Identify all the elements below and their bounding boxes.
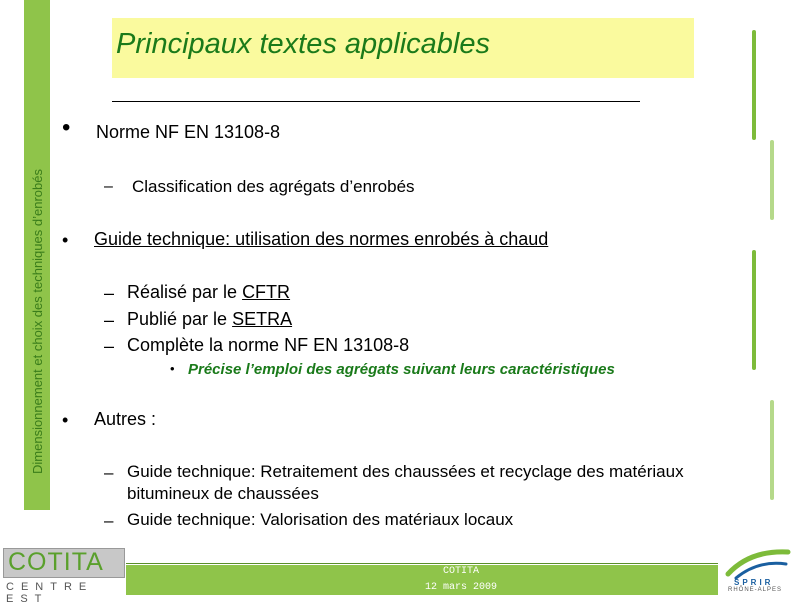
footer-org: COTITA (443, 566, 480, 577)
list-item-prefix: Réalisé par le (127, 282, 243, 302)
bullet: • (62, 114, 71, 141)
list-item-prefix: Publié par le (127, 309, 233, 329)
list-item (127, 282, 290, 303)
cotita-logo-text: COTITA (8, 548, 104, 576)
decor-line-1 (752, 30, 756, 140)
dash: – (104, 310, 115, 330)
dash: – (104, 178, 113, 195)
page-title: Principaux textes applicables (116, 28, 490, 60)
sprir-logo-subtitle: RHÔNE-ALPES (728, 587, 783, 593)
dash: – (104, 336, 115, 356)
footer-bar (126, 565, 718, 595)
list-item-continued: bitumineux de chaussées (127, 484, 319, 503)
footer-line (126, 563, 718, 564)
dash: – (104, 463, 114, 482)
link-cftr[interactable]: CFTR (242, 282, 291, 302)
title-box (112, 18, 694, 78)
sidebar-vertical-title: Dimensionnement et choix des techniques d’enrobés (30, 169, 45, 474)
decor-line-2 (770, 140, 774, 220)
list-item: Norme NF EN 13108-8 (96, 122, 281, 142)
bullet-small: • (170, 361, 175, 376)
list-item: Classification des agrégats d’enrobés (132, 177, 415, 196)
list-item: Complète la norme NF EN 13108-8 (127, 335, 410, 355)
bullet: • (62, 230, 69, 250)
decor-line-4 (770, 400, 774, 500)
dash: – (104, 511, 114, 530)
title-underline (112, 101, 640, 102)
dash: – (104, 283, 115, 303)
bullet: • (62, 410, 69, 430)
sprir-logo-text: SPRIR (734, 578, 774, 587)
sprir-logo (720, 540, 792, 595)
list-item: Précise l’emploi des agrégats suivant leurs caractéristiques (188, 361, 615, 378)
link-setra[interactable]: SETRA (232, 309, 293, 329)
list-item: Autres : (94, 409, 157, 429)
list-item: Guide technique: Retraitement des chaussées et recyclage des matériaux (127, 462, 684, 481)
decor-line-3 (752, 250, 756, 370)
list-item (127, 309, 292, 330)
sidebar (0, 0, 62, 510)
cotita-logo (0, 548, 126, 605)
footer-date: 12 mars 2009 (425, 582, 498, 593)
link-guide-enrobes[interactable]: Guide technique: utilisation des normes enrobés à chaud (94, 229, 549, 249)
cotita-logo-box (3, 548, 125, 578)
cotita-logo-subtitle: CENTRE EST (6, 581, 94, 605)
list-item: Guide technique: Valorisation des matériaux locaux (127, 510, 514, 529)
